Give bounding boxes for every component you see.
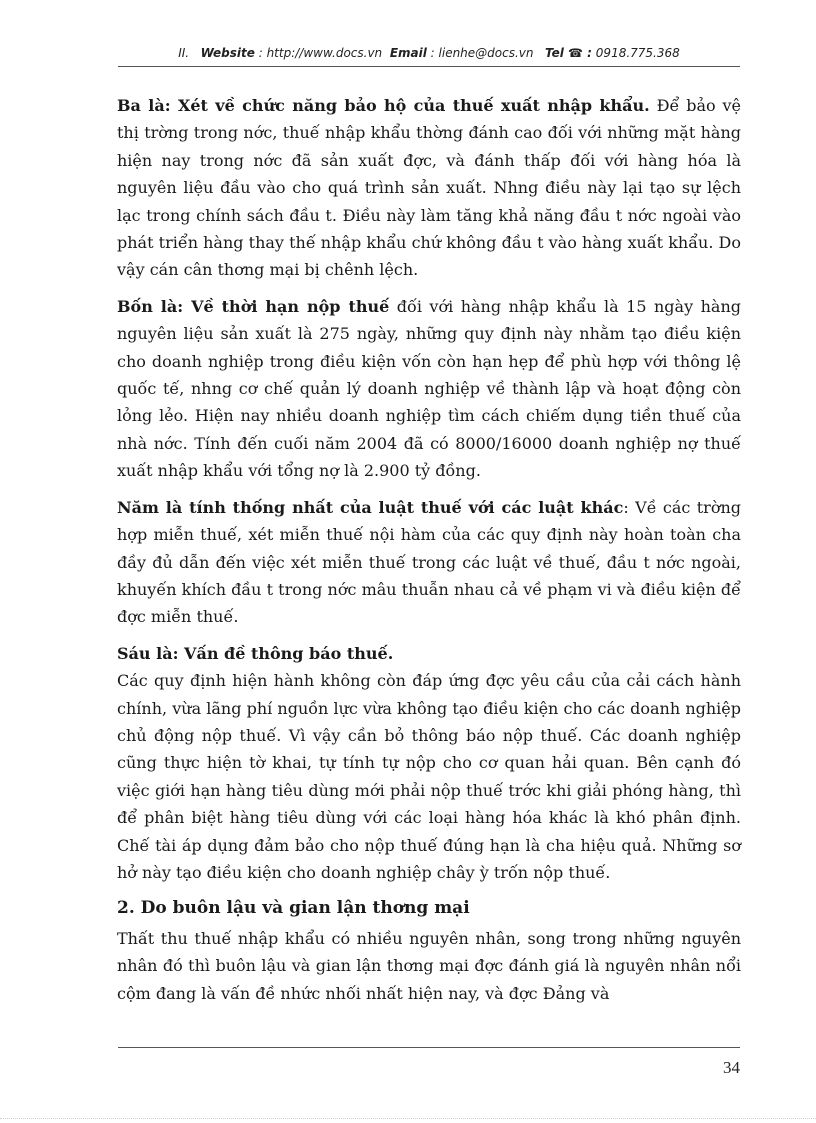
page-header xyxy=(118,46,740,68)
header-tel-value: 0918.775.368 xyxy=(595,46,680,60)
paragraph-text: Các quy định hiện hành không còn đáp ứng đợc yêu cầu của cải cách hành chính, vừa lãng phí nguồn lực vừa không tạo điều kiện cho các doanh nghiệp chủ động nộp thuế. Vì vậy cần bỏ thông báo nộp thuế. Các doanh nghiệp cũng thực hiện tờ khai, tự tính tự nộp cho cơ quan hải quan. Bên cạnh đó việc giới hạn hàng tiêu dùng mới phải nộp thuế trớc khi giải phóng hàng, thì để phân biệt hàng tiêu dùng với các loại hàng hóa khác là khó phân định. Chế tài áp dụng đảm bảo cho nộp thuế đúng hạn là cha hiệu quả. Những sơ hở này tạo điều kiện cho doanh nghiệp chây ỳ trốn nộp thuế. xyxy=(117,671,741,882)
page-edge-divider xyxy=(0,1118,816,1120)
paragraph-nam-la xyxy=(117,494,741,631)
header-tel-label: Tel ☎ : xyxy=(544,46,592,60)
paragraph-text: : Về các trờng hợp miễn thuế, xét miễn thuế nội hàm của các quy định này hoàn toàn cha đầy đủ dẫn đến việc xét miễn thuế trong các luật về thuế, đầu t nớc ngoài, khuyến khích đầu t trong nớc mâu thuẫn nhau cả về phạm vi và điều kiện để đợc miễn thuế. xyxy=(117,497,742,627)
header-website-url[interactable]: : http://www.docs.vn xyxy=(258,46,383,60)
paragraph-lead: Sáu là: Vấn đề thông báo thuế. xyxy=(117,643,394,663)
section-heading: 2. Do buôn lậu và gian lận thơng mại xyxy=(117,898,470,919)
paragraph-bon-la xyxy=(117,293,741,485)
paragraph-ba-la xyxy=(117,92,741,284)
header-prefix: II. xyxy=(178,46,190,60)
paragraph-text: Để bảo vệ thị trờng trong nớc, thuế nhập khẩu thờng đánh cao đối với những mặt hàng hiện nay trong nớc đã sản xuất đợc, và đánh thấp đối với hàng hóa là nguyên liệu đầu vào cho quá trình sản xuất. Nhng điều này lại tạo sự lệch lạc trong chính sách đầu t. Điều này làm tăng khả năng đầu t nớc ngoài vào phát triển hàng thay thế nhập khẩu chứ không đầu t vào hàng xuất khẩu. Do vậy cán cân thơng mại bị chênh lệch. xyxy=(117,96,742,280)
paragraph-text: Thất thu thuế nhập khẩu có nhiều nguyên nhân, song trong những nguyên nhân đó thì buôn lậu và gian lận thơng mại đợc đánh giá là nguyên nhân nổi cộm đang là vấn đề nhức nhối nhất hiện nay, và đợc Đảng và xyxy=(117,928,741,1003)
paragraph-text: đối với hàng nhập khẩu là 15 ngày hàng nguyên liệu sản xuất là 275 ngày, những quy định này nhằm tạo điều kiện cho doanh nghiệp trong điều kiện vốn còn hạn hẹp để phù hợp với thông lệ quốc tế, nhng cơ chế quản lý doanh nghiệp về thành lập và hoạt động còn lỏng lẻo. Hiện nay nhiều doanh nghiệp tìm cách chiếm dụng tiền thuế của nhà nớc. Tính đến cuối năm 2004 đã có 8000/16000 doanh nghiệp nợ thuế xuất nhập khẩu với tổng nợ là 2.900 tỷ đồng. xyxy=(117,296,741,481)
paragraph-lead: Bốn là: Về thời hạn nộp thuế xyxy=(117,296,390,316)
header-email-label: Email xyxy=(389,46,427,60)
section-paragraph xyxy=(117,925,741,1007)
paragraph-lead: Ba là: Xét về chức năng bảo hộ của thuế xuất nhập khẩu. xyxy=(117,96,650,115)
header-website-label: Website xyxy=(200,46,255,60)
header-email-value[interactable]: : lienhe@docs.vn xyxy=(430,46,534,60)
footer-divider xyxy=(118,1047,740,1048)
paragraph-sau-la xyxy=(117,640,741,887)
header-divider xyxy=(118,66,740,67)
paragraph-lead: Năm là tính thống nhất của luật thuế với các luật khác xyxy=(117,497,624,517)
page-number: 34 xyxy=(723,1058,740,1077)
document-body xyxy=(117,92,741,1016)
